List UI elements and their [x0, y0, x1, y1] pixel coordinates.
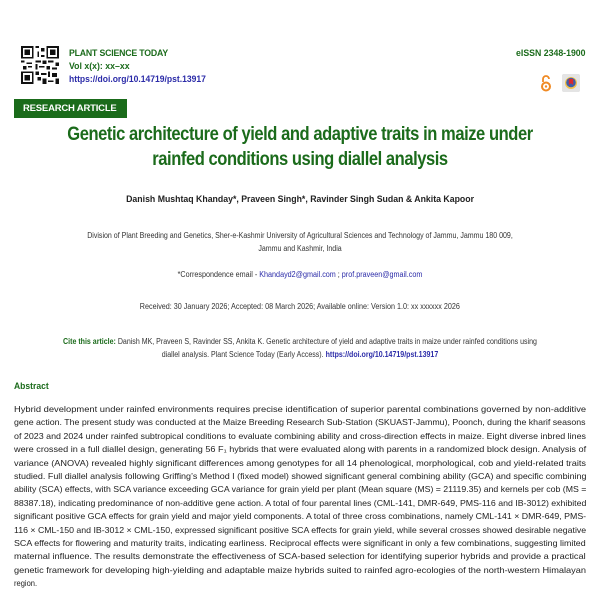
abstract-line: significant positive GCA effects for grain yield and major yield components. A total of three cross combinations, namely CML-141 × DMR-649, PMS-	[14, 511, 587, 522]
research-article-badge: RESEARCH ARTICLE	[14, 99, 127, 118]
affiliation-line-1: Division of Plant Breeding and Genetics, Sher-e-Kashmir University of Agricultural Sciences and Technology of Jammu, Jammu 180 009,	[87, 231, 513, 240]
cite-text-1: Danish MK, Praveen S, Ravinder SS, Ankita K. Genetic architecture of yield and adaptive traits in maize under rainfed conditions using	[115, 337, 537, 346]
journal-header	[0, 0, 600, 100]
abstract-line: maternal influence. The results demonstrate the effectiveness of SCA-based selection for identifying superior hybrids and provide a practical	[14, 551, 586, 562]
cite-text-2: diallel analysis. Plant Science Today (Early Access).	[161, 350, 326, 359]
eissn: eISSN 2348-1900	[516, 48, 586, 59]
abstract-line: SCA effects for flowering and maturity traits, indicating earliness. Reciprocal effects were significant in only a few combinations, suggesting limited	[14, 538, 586, 549]
abstract-line: region.	[14, 578, 38, 589]
citation	[0, 335, 600, 361]
cite-doi-link[interactable]: https://doi.org/10.14719/pst.13917	[325, 350, 439, 359]
correspondence	[0, 270, 600, 279]
email-link-1[interactable]: Khandayd2@gmail.com	[259, 270, 336, 279]
received-text: Received: 30 January 2026; Accepted: 08 March 2026; Available online: Version 1.0: xx xxxxxx 2026	[139, 302, 461, 311]
qr-code-icon[interactable]	[21, 46, 59, 84]
abstract-line: genetic framework for developing high-yielding and adaptable maize hybrids suited to rainfed agro-ecologies of the north-western Himalayan	[14, 564, 587, 575]
email-link-2[interactable]: prof.praveen@gmail.com	[341, 270, 423, 279]
abstract-line: studied. Full diallel analysis following Griffing’s Method I (fixed model) showed significant general combining ability (GCA) and specific combining	[14, 471, 587, 482]
journal-doi-link[interactable]: https://doi.org/10.14719/pst.13917	[69, 74, 206, 85]
abstract-body	[14, 403, 586, 591]
abstract-line: of 2023 and 2024 under rainfed subtropical conditions to evaluate combining ability and cross-direction effects in maize. Eight diverse inbred lines	[14, 430, 586, 441]
title-line-1: Genetic architecture of yield and adaptive traits in maize under	[67, 124, 533, 145]
abstract-line: 88387.18), indicating predominance of non-additive gene action. A total of four parental lines (CML-141, DMR-649, PMS-116 and IB-3012) exhibited	[14, 497, 587, 508]
journal-name: PLANT SCIENCE TODAY	[69, 48, 168, 59]
email-separator: ;	[335, 270, 342, 279]
correspondence-label: *Correspondence email -	[177, 270, 260, 279]
publication-dates	[0, 302, 600, 311]
open-access-icon[interactable]	[540, 74, 552, 92]
abstract-line: were crossed in a full diallel design, generating 56 F₁ hybrids that were evaluated along with parents in a randomized block design. Analysis of	[14, 444, 587, 455]
cite-label: Cite this article:	[63, 337, 116, 346]
abstract-line: gene action. The present study was conducted at the Maize Breeding Research Sub-Station (SKUAST-Jammu), Poonch, during the kharif seasons	[14, 417, 586, 428]
abstract-line: variance (ANOVA) revealed highly significant differences among genotypes for all 14 phenological, morphological, cob and yield-related traits	[14, 457, 587, 468]
author-list	[0, 194, 600, 205]
affiliation-line-2: Jammu and Kashmir, India	[258, 244, 342, 253]
abstract-line: ability (SCA) effects, with SCA variance exceeding GCA variance for grain yield per plant (Mean square (MS) = 21119.35) and kernels per cob (MS =	[14, 484, 587, 495]
article-title	[0, 122, 600, 172]
abstract-line: Hybrid development under rainfed environments requires precise identification of superior parental combinations governed by non-additive	[14, 404, 587, 414]
journal-volume: Vol x(x): xx–xx	[69, 61, 130, 72]
crossmark-icon[interactable]	[562, 74, 580, 92]
affiliation	[0, 229, 600, 255]
journal-info	[69, 47, 221, 86]
abstract-line: 116 × CML-150 and IB-3012 × CML-150, expressed significant positive SCA effects for grain yield, while several crosses showed desirable negative	[14, 524, 587, 535]
abstract-heading: Abstract	[14, 381, 49, 392]
authors: Danish Mushtaq Khanday*, Praveen Singh*, Ravinder Singh Sudan & Ankita Kapoor	[126, 194, 474, 205]
title-line-2: rainfed conditions using diallel analysis	[152, 149, 448, 170]
